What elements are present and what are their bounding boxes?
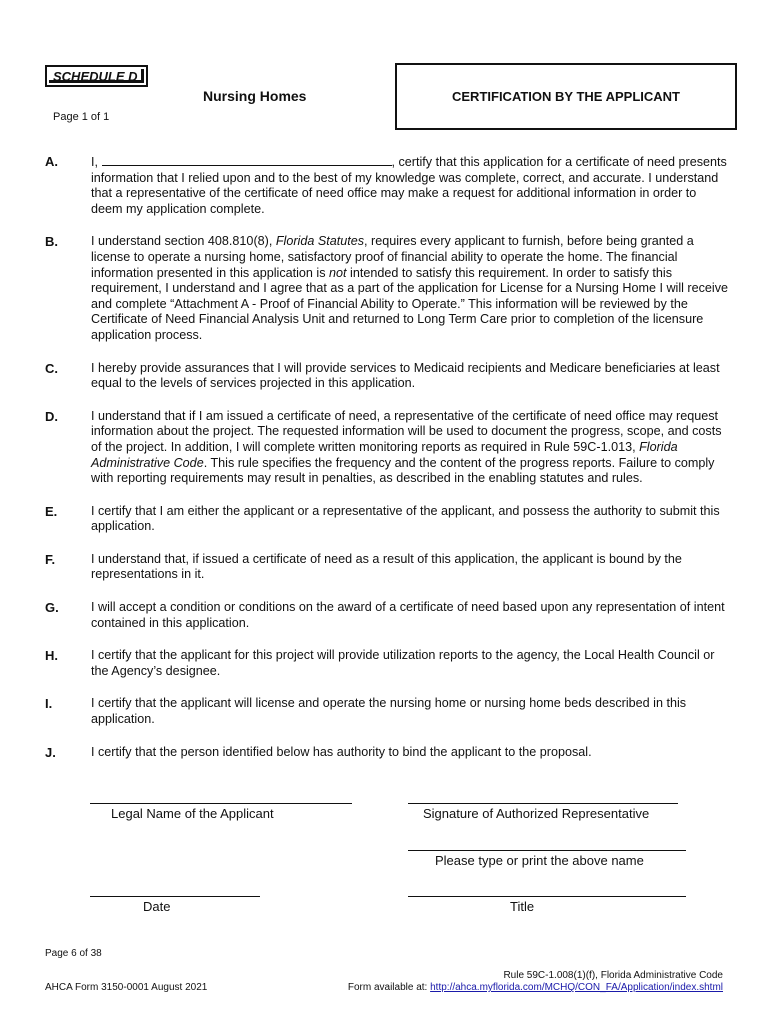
page-indicator: Page 1 of 1 [53,111,110,123]
certification-title: CERTIFICATION BY THE APPLICANT [395,63,737,130]
certification-items [45,154,730,777]
item-text: I certify that I am either the applicant or a representative of the applicant, and possess the authority to submit this application. [91,503,720,534]
item-text: I certify that the applicant for this project will provide utilization reports to the agency, the Local Health Council or the Agency’s designee. [91,648,715,678]
form-availability [348,982,723,993]
legal-name-line[interactable] [90,803,352,804]
document-subtitle: Nursing Homes [203,88,307,104]
item-text: I certify that the applicant will license and operate the nursing home or nursing home beds described in this application. [91,696,687,727]
item-text: I understand that if I am issued a certificate of need, a representative of the certificate of need office may request information about the project. The requested information will be used to document the progress, scope, and costs of the project. In addition, I will complete written monitoring reports as required in Rule 59C-1.013, Florida Administrative Code. This rule specifies the frequency and the content of the progress reports. Failure to comply with reporting requirements may result in penalties, as described in the enabling statutes and rules. [91,408,722,486]
item-letter: J. [45,744,56,760]
item-h [45,648,730,679]
item-text: I will accept a condition or conditions on the award of a certificate of need based upon any representation of intent contained in this application. [91,600,725,630]
date-line[interactable] [90,896,260,897]
item-e [45,504,730,535]
title-label: Title [510,899,535,914]
item-letter: G. [45,600,59,616]
item-letter: D. [45,408,58,424]
date-label: Date [143,899,171,914]
form-availability-label: Form available at: [347,982,431,993]
item-text: I certify that the person identified below has authority to bind the applicant to the proposal. [91,744,592,759]
item-d [45,409,730,487]
print-name-label: Please type or print the above name [435,853,644,868]
item-text: I hereby provide assurances that I will provide services to Medicaid recipients and Medicare beneficiaries at least equal to the levels of services projected in this application. [91,360,720,391]
item-text: I understand that, if issued a certificate of need as a result of this application, the applicant is bound by the representations in it. [91,551,682,582]
signature-line[interactable] [408,803,678,804]
legal-name-label: Legal Name of the Applicant [111,806,274,821]
item-g [45,600,730,631]
item-a [45,154,730,217]
item-letter: H. [45,648,58,664]
print-name-line[interactable] [408,850,686,851]
item-letter: F. [45,551,56,567]
item-i [45,696,730,727]
item-b [45,234,730,343]
item-letter: B. [45,234,58,250]
item-text: I, , certify that this application for a certificate of need presents information that I relied upon and to the best of my knowledge was complete, correct, and accurate. I understand that a representative of the certificate of need office may make a request for additional information in order to deem my application complete. [91,155,727,216]
item-f [45,552,730,583]
rule-citation: Rule 59C-1.008(1)(f), Florida Administrative Code [503,970,723,981]
item-c [45,361,730,392]
signature-label: Signature of Authorized Representative [423,806,650,821]
item-text: I understand section 408.810(8), Florida Statutes, requires every applicant to furnish, before being granted a license to operate a nursing home, satisfactory proof of financial ability to operate the home. The financial information presented in this application is not intended to satisfy this requirement. In order to satisfy this requirement, I understand and I agree that as a part of the application for License for a Nursing Home I will receive and complete “Attachment A - Proof of Financial Ability to Operate.” This information will be reviewed by the Certificate of Need Financial Analysis Unit and returned to Long Term Care prior to completion of the licensure application process. [91,234,729,342]
applicant-name-blank[interactable] [102,154,392,166]
item-j [45,745,730,761]
item-letter: C. [45,360,58,376]
schedule-label: SCHEDULE D [45,65,148,87]
form-id: AHCA Form 3150-0001 August 2021 [45,982,208,993]
item-letter: A. [45,154,58,169]
page-number: Page 6 of 38 [45,948,102,959]
title-line[interactable] [408,896,686,897]
item-letter: I. [45,696,53,712]
item-letter: E. [45,503,58,519]
form-url-link[interactable]: http://ahca.myflorida.com/MCHQ/CON_FA/Application/index.shtml [430,982,723,993]
